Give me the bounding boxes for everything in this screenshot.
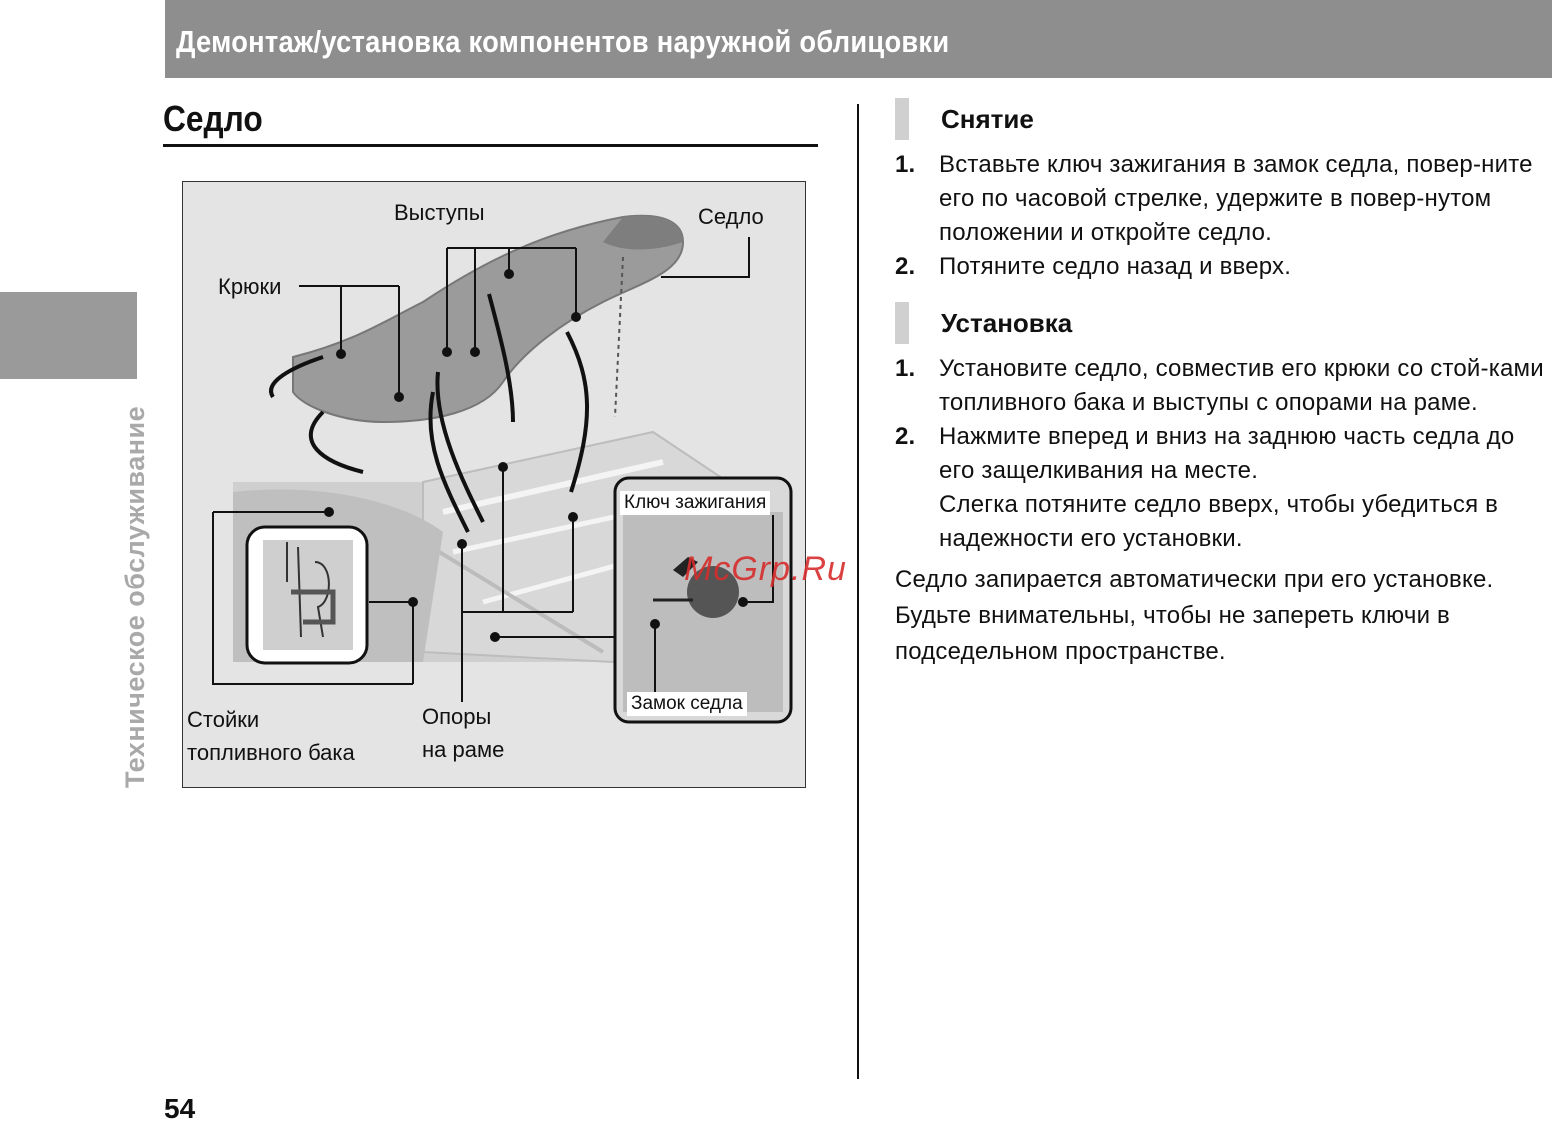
- installation-step: [895, 352, 1545, 420]
- frame-supports-label-line1: Опоры: [422, 704, 492, 729]
- removal-heading-text: Снятие: [941, 104, 1034, 134]
- installation-steps: [895, 352, 1545, 556]
- heading-bar: [895, 98, 909, 140]
- removal-heading: [895, 98, 1545, 140]
- installation-step: [895, 420, 1545, 556]
- seat-lock-label: Замок седла: [627, 692, 747, 716]
- step-number: 1.: [895, 151, 916, 178]
- section-title: Седло: [163, 98, 263, 139]
- step-number: 2.: [895, 253, 916, 280]
- step-text: Потяните седло назад и вверх.: [939, 253, 1292, 280]
- section-rule: [163, 144, 818, 147]
- section-side-label: Техническое обслуживание: [120, 405, 150, 788]
- step-number: 1.: [895, 355, 916, 382]
- step-text: Установите седло, совместив его крюки со стой-ками топливного бака и выступы с опорами на раме.: [939, 355, 1544, 416]
- watermark: McGrp.Ru: [684, 550, 847, 588]
- tank-posts-label-line1: Стойки: [187, 707, 260, 732]
- seat-label: Седло: [698, 204, 764, 229]
- heading-bar: [895, 302, 909, 344]
- ignition-key-label: Ключ зажигания: [620, 491, 770, 515]
- step-number: 2.: [895, 423, 916, 450]
- column-divider: [857, 104, 859, 1079]
- protrusions-label: Выступы: [394, 200, 485, 225]
- removal-step: [895, 250, 1545, 284]
- instructions-column: [895, 98, 1545, 670]
- installation-heading: [895, 302, 1545, 344]
- page-number: 54: [164, 1093, 196, 1124]
- installation-note: Седло запирается автоматически при его установке. Будьте внимательны, чтобы не запереть ключи в подседельном пространстве.: [895, 566, 1494, 665]
- page-header-title: Демонтаж/установка компонентов наружной облицовки: [176, 24, 950, 59]
- step-note: Слегка потяните седло вверх, чтобы убедиться в надежности его установки.: [939, 491, 1499, 552]
- step-text: Нажмите вперед и вниз на заднюю часть седла до его защелкивания на месте.: [939, 423, 1515, 484]
- tank-posts-label-line2: топливного бака: [187, 740, 355, 765]
- removal-step: [895, 148, 1545, 250]
- hooks-label: Крюки: [218, 274, 282, 299]
- seat-diagram: [182, 181, 806, 788]
- frame-supports-label-line2: на раме: [422, 737, 505, 762]
- installation-heading-text: Установка: [941, 308, 1073, 338]
- removal-steps: [895, 148, 1545, 284]
- section-tab: [0, 292, 137, 379]
- step-text: Вставьте ключ зажигания в замок седла, повер-ните его по часовой стрелке, удержите в повер-нутом положении и откройте седло.: [939, 151, 1533, 246]
